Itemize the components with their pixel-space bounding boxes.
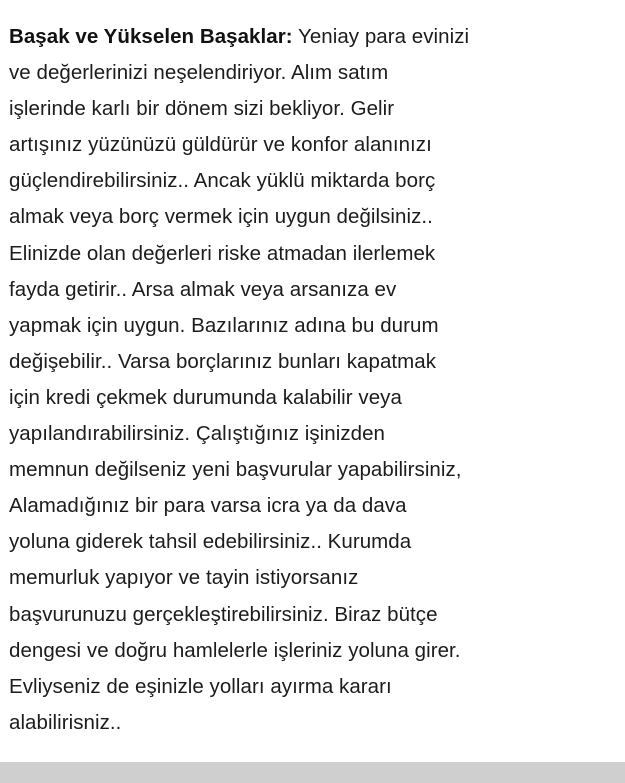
post-heading: Başak ve Yükselen Başaklar: xyxy=(9,25,293,48)
text-line: değişebilir.. Varsa borçlarınız bunları kapatmak xyxy=(9,349,437,373)
text-line: fayda getirir.. Arsa almak veya arsanıza ev xyxy=(9,277,397,301)
text-line: Evliyseniz de eşinizle yolları ayırma kararı xyxy=(9,674,392,698)
text-line-1 xyxy=(9,19,609,55)
text-line: işlerinde karlı bir dönem sizi bekliyor. Gelir xyxy=(9,97,395,121)
text-line: ve değerlerinizi neşelendiriyor. Alım satım xyxy=(9,61,389,85)
post-body-text xyxy=(9,19,609,741)
text-line: dengesi ve doğru hamlelerle işleriniz yoluna girer. xyxy=(9,638,461,662)
text-line: güçlendirebilirsiniz.. Ancak yüklü miktarda borç xyxy=(9,169,436,193)
text-line: almak veya borç vermek için uygun değilsiniz.. xyxy=(9,205,433,229)
text-line: yapılandırabilirsiniz. Çalıştığınız işinizden xyxy=(9,422,385,446)
text-line: memurluk yapıyor ve tayin istiyorsanız xyxy=(9,566,359,590)
text-line: memnun değilseniz yeni başvurular yapabilirsiniz, xyxy=(9,458,462,482)
text-line: Alamadığınız bir para varsa icra ya da dava xyxy=(9,494,407,518)
text-line: alabilirisniz.. xyxy=(9,710,122,734)
text-line: için kredi çekmek durumunda kalabilir veya xyxy=(9,385,402,409)
text-line: yapmak için uygun. Bazılarınız adına bu durum xyxy=(9,313,439,337)
bottom-divider-bar xyxy=(0,762,625,783)
text-line: başvurunuzu gerçekleştirebilirsiniz. Biraz bütçe xyxy=(9,602,438,626)
text-line: Elinizde olan değerleri riske atmadan ilerlemek xyxy=(9,241,436,265)
text-line: yoluna giderek tahsil edebilirsiniz.. Kurumda xyxy=(9,530,412,554)
text-line: artışınız yüzünüzü güldürür ve konfor alanınızı xyxy=(9,133,432,157)
first-line-text: Yeniay para evinizi xyxy=(292,25,470,48)
